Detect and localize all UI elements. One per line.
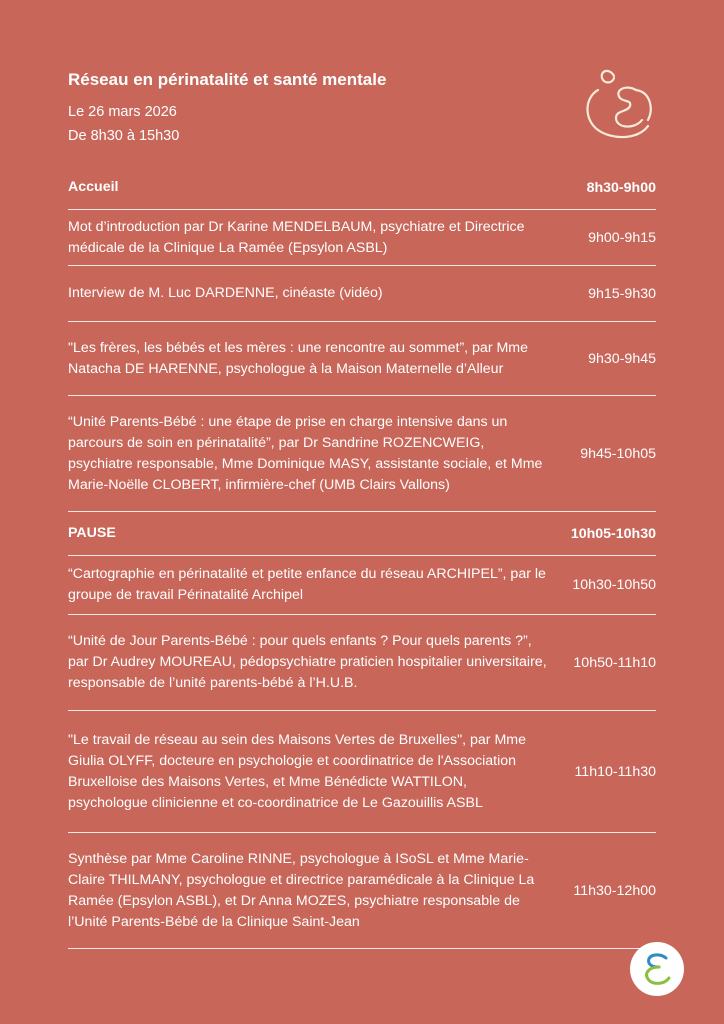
event-hours: De 8h30 à 15h30 (68, 128, 180, 144)
program-row (68, 266, 656, 322)
program-item-text: PAUSE (68, 525, 116, 541)
program-item-text: Synthèse par Mme Caroline RINNE, psychologue à ISoSL et Mme Marie-Claire THILMANY, psychologue et directrice paramédicale à la Clinique La Ramée (Epsylon ASBL), et Dr Anna MOZES, psychiatre responsable de l’Unité Parents-Bébé de la Clinique Saint-Jean (68, 850, 535, 930)
program-item-time: 11h10-11h30 (574, 763, 656, 780)
event-header (68, 70, 386, 148)
program-item-time: 9h30-9h45 (588, 350, 656, 367)
program-row (68, 711, 656, 833)
program-row (68, 210, 656, 266)
program-item-time: 10h50-11h10 (573, 654, 656, 671)
program-item-text: Interview de M. Luc DARDENNE, cinéaste (vidéo) (68, 285, 383, 301)
program-item-text: Mot d’introduction par Dr Karine MENDELBAUM, psychiatre et Directrice médicale de la Clinique La Ramée (Epsylon ASBL) (68, 218, 525, 256)
program-item-text: "Le travail de réseau au sein des Maisons Vertes de Bruxelles", par Mme Giulia OLYFF, docteure en psychologie et coordinatrice de l'Association Bruxelloise des Maisons Vertes, et Mme Bénédicte WATTILON, psychologue clinicienne et co-coordinatrice de Le Gazouillis ASBL (68, 731, 526, 811)
program-section-row (68, 166, 656, 210)
event-date: Le 26 mars 2026 (68, 104, 177, 120)
program-item-time: 10h30-10h50 (572, 577, 656, 593)
program-item-text: “Unité Parents-Bébé : une étape de prise en charge intensive dans un parcours de soin en périnatalité”, par Dr Sandrine ROZENCWEIG, psychiatre responsable, Mme Dominique MASY, assistante sociale, et Mme Marie-Noëlle CLOBERT, infirmière-chef (UMB Clairs Vallons) (68, 413, 543, 493)
program-section-row (68, 512, 656, 556)
program-item-time: 8h30-9h00 (586, 179, 656, 196)
program-item-text: "Les frères, les bébés et les mères : une rencontre au sommet”, par Mme Natacha DE HARENNE, psychologue à la Maison Maternelle d’Alleur (68, 339, 529, 377)
program-item-time: 11h30-12h00 (573, 882, 656, 899)
program-list (68, 166, 656, 949)
program-item-time: 10h05-10h30 (570, 525, 656, 542)
program-row (68, 322, 656, 396)
epsylon-logo-icon (578, 62, 664, 148)
program-row (68, 396, 656, 512)
program-row (68, 556, 656, 615)
program-item-time: 9h15-9h30 (588, 285, 656, 302)
program-item-time: 9h00-9h15 (588, 229, 656, 246)
program-row (68, 833, 656, 949)
program-row (68, 615, 656, 711)
event-title: Réseau en périnatalité et santé mentale (68, 70, 387, 89)
epsylon-logo-circle-icon (630, 942, 684, 996)
program-item-text: “Cartographie en périnatalité et petite enfance du réseau ARCHIPEL”, par le groupe de travail Périnatalité Archipel (68, 566, 546, 603)
program-item-text: Accueil (68, 179, 119, 195)
program-item-time: 9h45-10h05 (580, 445, 656, 462)
program-item-text: “Unité de Jour Parents-Bébé : pour quels enfants ? Pour quels parents ?”, par Dr Audrey MOUREAU, pédopsychiatre praticien hospitalier universitaire, responsable de l’unité parents-bébé à l’H.U.B. (68, 633, 547, 691)
